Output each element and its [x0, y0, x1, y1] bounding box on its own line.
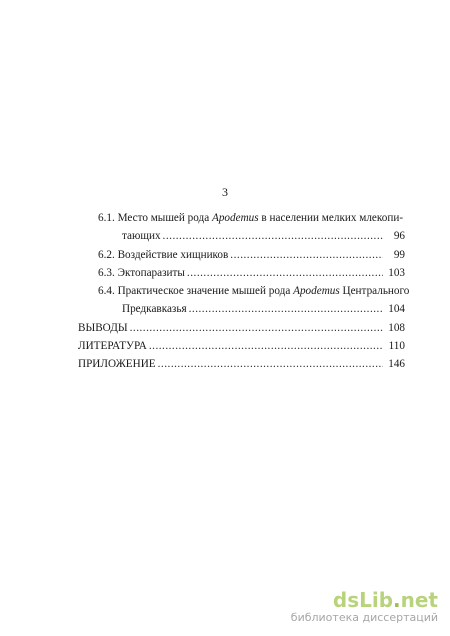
toc-item-6-4-line1 — [98, 284, 409, 298]
toc-literature — [78, 339, 405, 353]
toc-item-6-1-text: 6.1. Место мышей рода — [98, 212, 212, 224]
toc-item-6-4-cont: Предкавказья — [122, 303, 187, 315]
leader-dots — [189, 302, 383, 316]
page-number: 3 — [222, 185, 228, 199]
toc-conclusions-page: 108 — [388, 322, 405, 334]
toc-item-6-4-genus: Apodemus — [293, 285, 340, 297]
toc-item-6-3-text: 6.3. Эктопаразиты — [98, 267, 185, 279]
toc-appendix-page: 146 — [388, 358, 405, 370]
leader-dots — [158, 357, 383, 371]
leader-dots — [230, 248, 383, 262]
toc-item-6-1-text-end: в населении мелких млекопи- — [258, 212, 404, 224]
toc-conclusions — [78, 321, 405, 335]
toc-item-6-3 — [98, 266, 405, 280]
toc-item-6-1-line2 — [122, 229, 405, 243]
toc-conclusions-text: ВЫВОДЫ — [78, 322, 128, 334]
toc-item-6-1-line1 — [98, 211, 403, 225]
toc-item-6-4-text-end: Центрального — [339, 285, 410, 297]
toc-item-6-2-page: 99 — [393, 249, 405, 261]
toc-item-6-1-cont: тающих — [122, 230, 161, 242]
toc-item-6-2-text: 6.2. Воздействие хищников — [98, 249, 229, 261]
logo-dot: . — [393, 588, 401, 612]
toc-appendix — [78, 357, 405, 371]
leader-dots — [187, 266, 383, 280]
leader-dots — [163, 229, 383, 243]
toc-item-6-4-text: 6.4. Практическое значение мышей рода — [98, 285, 294, 297]
toc-literature-text: ЛИТЕРАТУРА — [78, 340, 147, 352]
toc-appendix-text: ПРИЛОЖЕНИЕ — [78, 358, 156, 370]
leader-dots — [149, 339, 383, 353]
toc-item-6-3-page: 103 — [388, 267, 405, 279]
dslib-logo — [291, 589, 438, 611]
leader-dots — [130, 321, 383, 335]
toc-item-6-1-genus: Apodemus — [212, 212, 259, 224]
toc-item-6-1-page: 96 — [393, 230, 405, 242]
toc-item-6-2 — [98, 248, 405, 262]
toc-item-6-4-line2 — [122, 302, 405, 316]
logo-text: dsLib — [332, 588, 394, 612]
logo-tld: net — [400, 588, 438, 612]
toc-literature-page: 110 — [388, 340, 405, 352]
dslib-watermark — [291, 589, 438, 624]
dslib-subtitle: библиотека диссертаций — [290, 611, 438, 624]
toc-item-6-4-page: 104 — [388, 303, 405, 315]
